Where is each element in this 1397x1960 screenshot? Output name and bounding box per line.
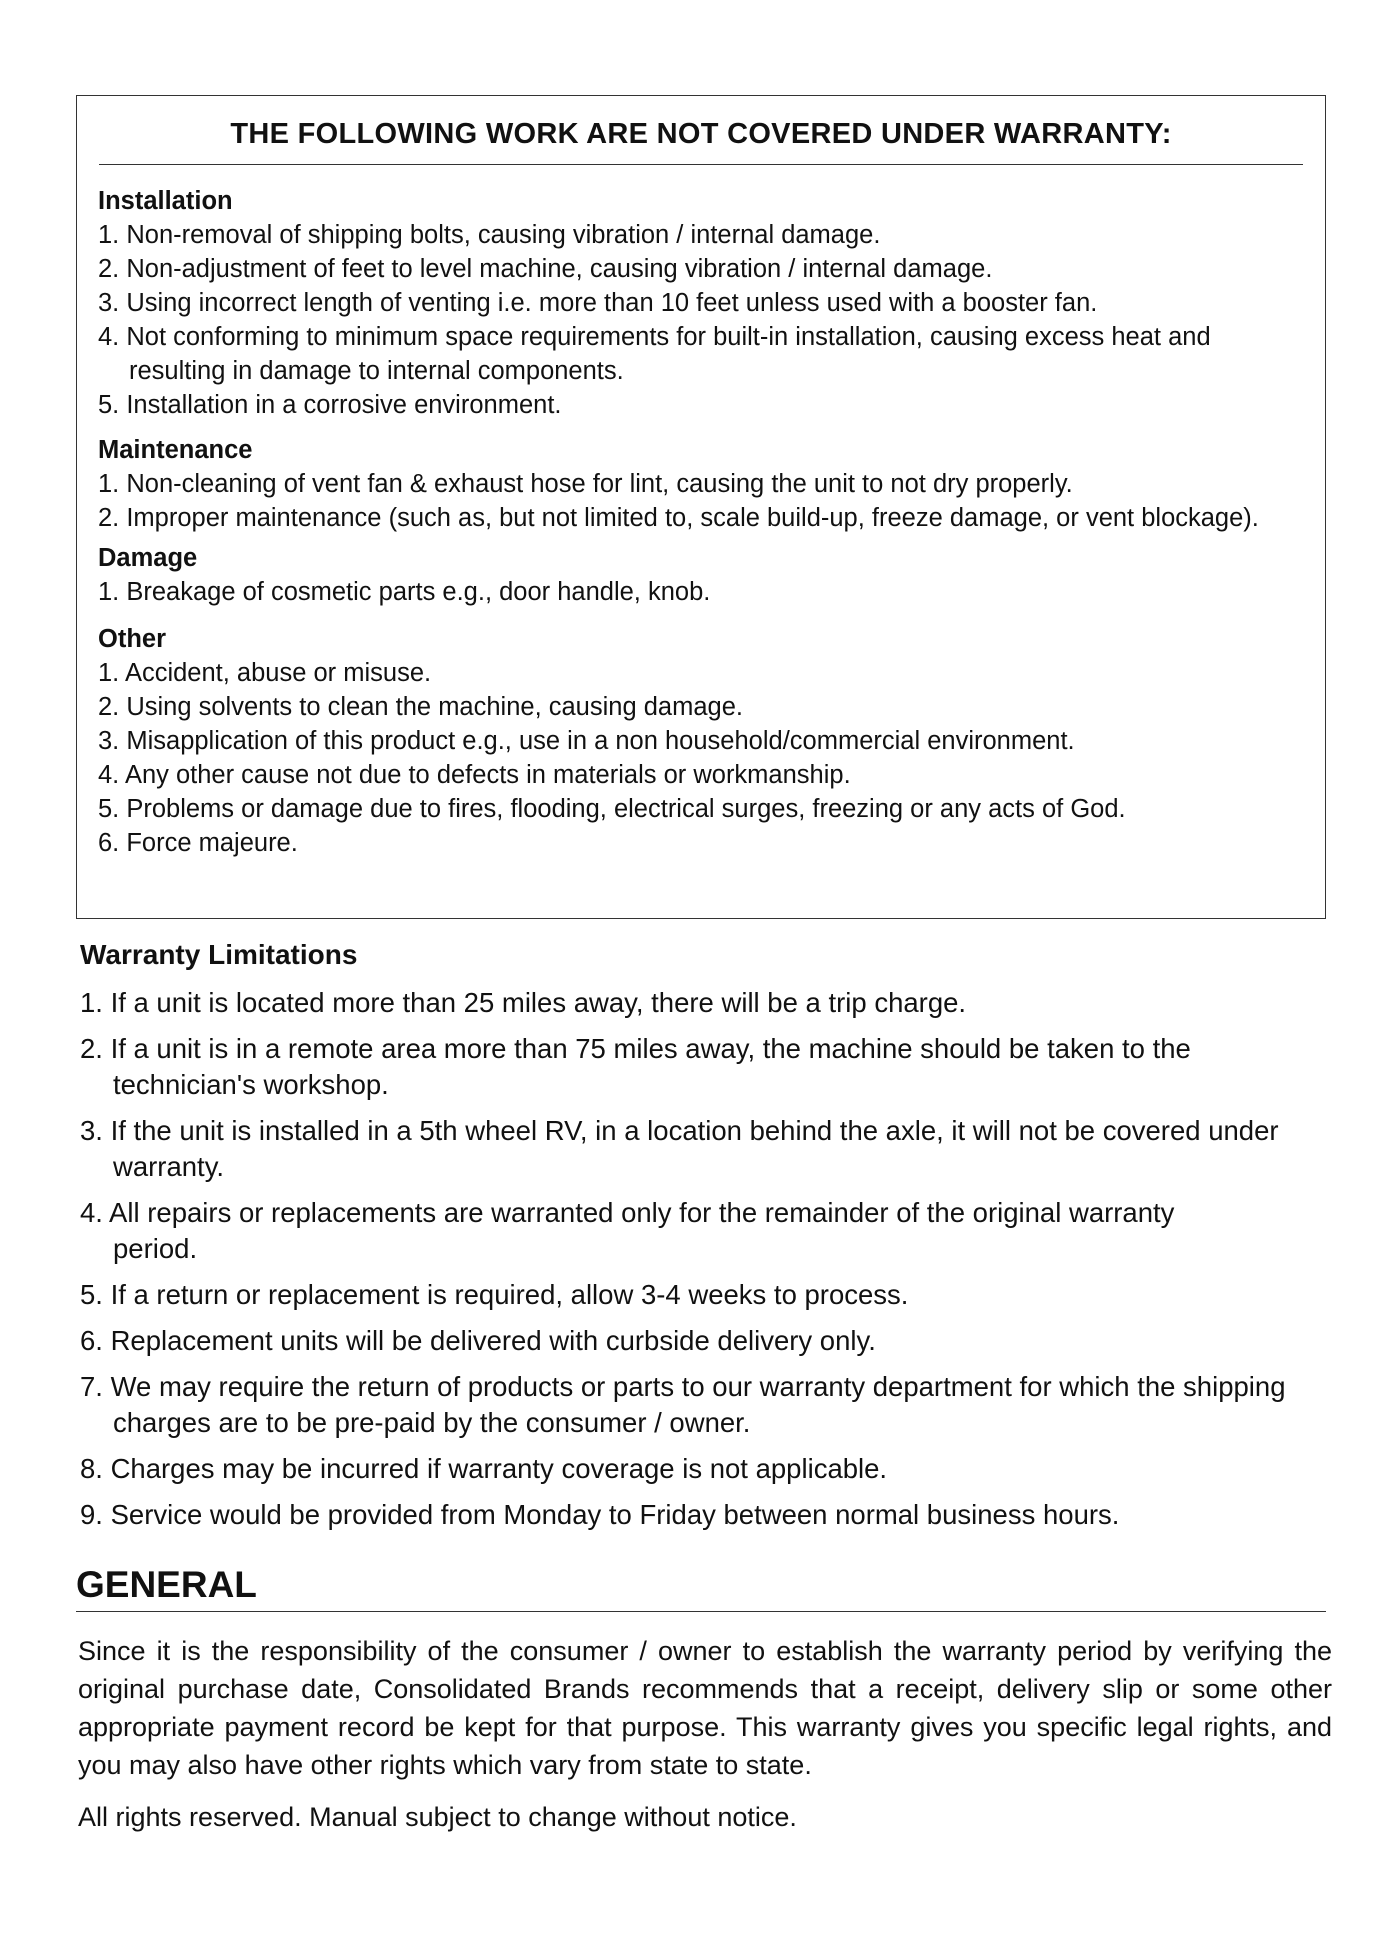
list-item: 7. We may require the return of products or parts to our warranty department for which the shipping charges are to be pre-paid by the consumer / owner. (80, 1371, 1286, 1438)
list-item: 2. Non-adjustment of feet to level machine, causing vibration / internal damage. (98, 255, 993, 283)
list-item: 1. Breakage of cosmetic parts e.g., door handle, knob. (98, 578, 711, 606)
general-divider (76, 1611, 1326, 1612)
list-item: 2. Improper maintenance (such as, but not limited to, scale build-up, freeze damage, or vent blockage). (98, 504, 1259, 532)
damage-list (98, 575, 1305, 609)
warranty-limitations-list (80, 985, 1320, 1533)
damage-heading: Damage (98, 544, 198, 572)
title-divider (99, 164, 1303, 165)
list-item: 4. Not conforming to minimum space requirements for built-in installation, causing excess heat and resulting in damage to internal components. (98, 323, 1211, 385)
list-item: 4. All repairs or replacements are warranted only for the remainder of the original warranty period. (80, 1197, 1175, 1264)
not-covered-body (98, 184, 1305, 860)
list-item: 6. Force majeure. (98, 829, 298, 857)
warranty-limitations-section (80, 936, 1320, 1543)
list-item: 4. Any other cause not due to defects in materials or workmanship. (98, 761, 851, 789)
installation-list (98, 218, 1305, 422)
maintenance-heading: Maintenance (98, 436, 253, 464)
rights-note: All rights reserved. Manual subject to change without notice. (78, 1802, 797, 1832)
maintenance-list (98, 467, 1305, 535)
list-item: 3. Using incorrect length of venting i.e. more than 10 feet unless used with a booster fan. (98, 289, 1098, 317)
installation-heading: Installation (98, 187, 233, 215)
list-item: 5. Installation in a corrosive environment. (98, 391, 562, 419)
list-item: 1. If a unit is located more than 25 miles away, there will be a trip charge. (80, 987, 967, 1018)
not-covered-title: THE FOLLOWING WORK ARE NOT COVERED UNDER WARRANTY: (230, 118, 1172, 150)
list-item: 2. Using solvents to clean the machine, causing damage. (98, 693, 743, 721)
list-item: 5. Problems or damage due to fires, flooding, electrical surges, freezing or any acts of God. (98, 795, 1126, 823)
list-item: 5. If a return or replacement is required, allow 3-4 weeks to process. (80, 1279, 909, 1310)
general-paragraph: Since it is the responsibility of the consumer / owner to establish the warranty period by verifying the original purchase date, Consolidated Brands recommends that a receipt, delivery slip or some other appropriate payment record be kept for that purpose. This warranty gives you specific legal rights, and you may also have other rights which vary from state to state. (78, 1636, 1332, 1780)
other-list (98, 656, 1305, 860)
other-heading: Other (98, 625, 167, 653)
list-item: 1. Non-removal of shipping bolts, causing vibration / internal damage. (98, 221, 881, 249)
list-item: 9. Service would be provided from Monday to Friday between normal business hours. (80, 1499, 1120, 1530)
list-item: 2. If a unit is in a remote area more than 75 miles away, the machine should be taken to the technician's workshop. (80, 1033, 1191, 1100)
list-item: 6. Replacement units will be delivered with curbside delivery only. (80, 1325, 876, 1356)
not-covered-box (76, 95, 1326, 919)
warranty-limitations-heading: Warranty Limitations (80, 939, 358, 970)
list-item: 8. Charges may be incurred if warranty coverage is not applicable. (80, 1453, 888, 1484)
list-item: 3. If the unit is installed in a 5th wheel RV, in a location behind the axle, it will not be covered under warranty. (80, 1115, 1279, 1182)
list-item: 1. Accident, abuse or misuse. (98, 659, 432, 687)
list-item: 1. Non-cleaning of vent fan & exhaust hose for lint, causing the unit to not dry properly. (98, 470, 1073, 498)
general-title: GENERAL (76, 1564, 257, 1605)
list-item: 3. Misapplication of this product e.g., use in a non household/commercial environment. (98, 727, 1075, 755)
